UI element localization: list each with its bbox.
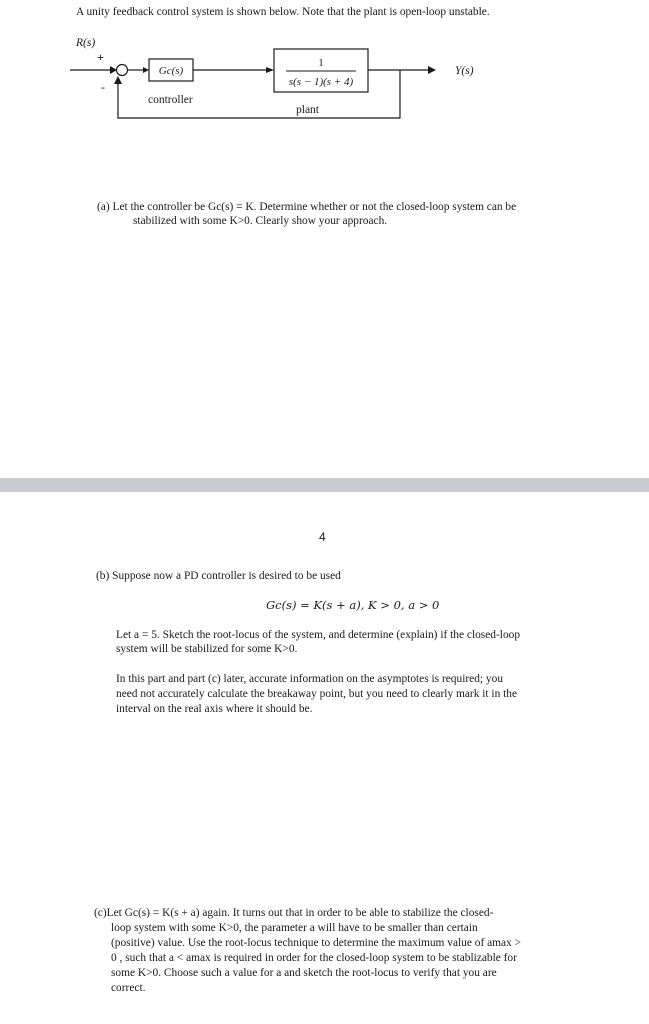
intro-text: A unity feedback control system is shown below. Note that the plant is open-loop unstable.: [76, 6, 490, 18]
question-page-top: [0, 0, 649, 478]
part-a-line2: stabilized with some K>0. Clearly show your approach.: [133, 215, 388, 227]
page-number: 4: [319, 530, 326, 544]
page-separator: [0, 478, 649, 492]
control-arrowhead: [266, 67, 274, 73]
part-b-line1: Let a = 5. Sketch the root-locus of the system, and determine (explain) if the closed-loop: [116, 629, 521, 641]
output-arrowhead: [428, 66, 436, 74]
question-page-bottom: [0, 492, 649, 1024]
part-b-line2: system will be stabilized for some K>0.: [116, 643, 298, 655]
part-c-line3: (positive) value. Use the root-locus technique to determine the maximum value of amax >: [111, 937, 522, 949]
summing-junction: [117, 65, 128, 76]
part-c-line1: (c)Let Gc(s) = K(s + a) again. It turns out that in order to be able to stabilize the closed-: [94, 907, 494, 919]
part-c-line5: some K>0. Choose such a value for a and sketch the root-locus to verify that you are: [111, 967, 497, 979]
part-c-line2: loop system with some K>0, the parameter a will have to be smaller than certain: [111, 922, 478, 934]
plant-caption: plant: [296, 104, 319, 116]
part-b-intro: (b) Suppose now a PD controller is desired to be used: [96, 570, 341, 582]
minus-sign: -: [101, 80, 105, 94]
part-c-line4: 0 , such that a < amax is required in order for the closed-loop system to be stablizable for: [111, 952, 517, 964]
plant-numerator: 1: [318, 57, 324, 69]
error-arrowhead: [143, 67, 149, 73]
part-b-note3: interval on the real axis where it should be.: [116, 703, 313, 715]
controller-caption: controller: [148, 94, 193, 106]
part-c-line6: correct.: [111, 982, 146, 994]
controller-block-label: Gc(s): [158, 65, 184, 77]
input-label: R(s): [76, 37, 96, 49]
feedback-arrowhead: [114, 76, 122, 84]
block-diagram: [0, 0, 649, 130]
part-b-equation: Gc(s) = K(s + a), K > 0, a > 0: [266, 598, 440, 612]
output-label: Y(s): [455, 65, 474, 77]
part-b-note1: In this part and part (c) later, accurate information on the asymptotes is required; you: [116, 673, 504, 685]
part-b-note2: need not accurately calculate the breakaway point, but you need to clearly mark it in the: [116, 688, 518, 700]
plus-sign: +: [97, 50, 104, 64]
part-a-line1: (a) Let the controller be Gc(s) = K. Determine whether or not the closed-loop system can be: [97, 201, 517, 213]
plant-denominator: s(s − 1)(s + 4): [288, 76, 354, 88]
